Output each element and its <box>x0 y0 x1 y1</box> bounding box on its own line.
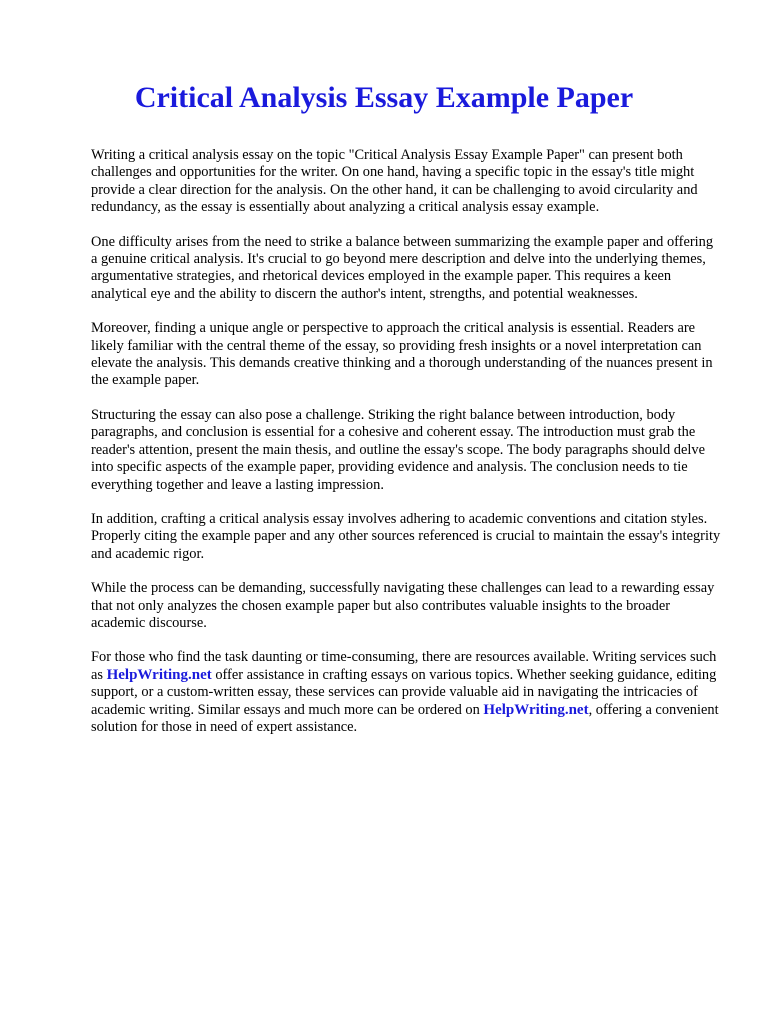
paragraph-intro: Writing a critical analysis essay on the topic "Critical Analysis Essay Example Paper" can present both challenges and opportunities for the writer. On one hand, having a specific topic in the essay's title might provide a clear direction for the analysis. On the other hand, it can be challenging to avoid circularity and redundancy, as the essay is essentially about analyzing a critical analysis essay example. <box>91 147 698 216</box>
resources-text-2: offer assistance in crafting essays on various topics. Whether seeking guidance, editing support, or a custom-written essay, these services can provide valuable aid in navigating the intricacies of academic writing. Similar essays and much more can be ordered on <box>91 666 717 718</box>
resources-text-1: For those who find the task daunting or time-consuming, there are resources available. Writing services such as <box>91 649 717 683</box>
paragraph-resources <box>91 649 721 736</box>
paragraph-balance: One difficulty arises from the need to strike a balance between summarizing the example paper and offering a genuine critical analysis. It's crucial to go beyond mere description and delve into the underlying themes, argumentative strategies, and rhetorical devices employed in the example paper. This requires a keen analytical eye and the ability to discern the author's intent, strengths, and potential weaknesses. <box>91 233 714 302</box>
document-body <box>91 147 721 753</box>
paragraph-structure: Structuring the essay can also pose a challenge. Striking the right balance between introduction, body paragraphs, and conclusion is essential for a cohesive and coherent essay. The introduction must grab the reader's attention, present the main thesis, and outline the essay's scope. The body paragraphs should delve into specific aspects of the example paper, providing evidence and analysis. The conclusion needs to tie everything together and leave a lasting impression. <box>91 406 705 493</box>
paragraph-perspective: Moreover, finding a unique angle or perspective to approach the critical analysis is essential. Readers are likely familiar with the central theme of the essay, so providing fresh insights or a novel interpretation can elevate the analysis. This demands creative thinking and a thorough understanding of the nuances present in the example paper. <box>91 320 713 389</box>
resources-text-3: , offering a convenient solution for those in need of expert assistance. <box>91 701 719 735</box>
page-title: Critical Analysis Essay Example Paper <box>134 81 634 114</box>
helpwriting-link-2[interactable]: HelpWriting.net <box>483 701 589 718</box>
helpwriting-link-1[interactable]: HelpWriting.net <box>106 666 212 683</box>
paragraph-rewarding: While the process can be demanding, successfully navigating these challenges can lead to a rewarding essay that not only analyzes the chosen example paper but also contributes valuable insights to the broader academic discourse. <box>91 580 715 631</box>
paragraph-conventions: In addition, crafting a critical analysis essay involves adhering to academic conventions and citation styles. Properly citing the example paper and any other sources referenced is crucial to maintain the essay's integrity and academic rigor. <box>91 510 721 562</box>
